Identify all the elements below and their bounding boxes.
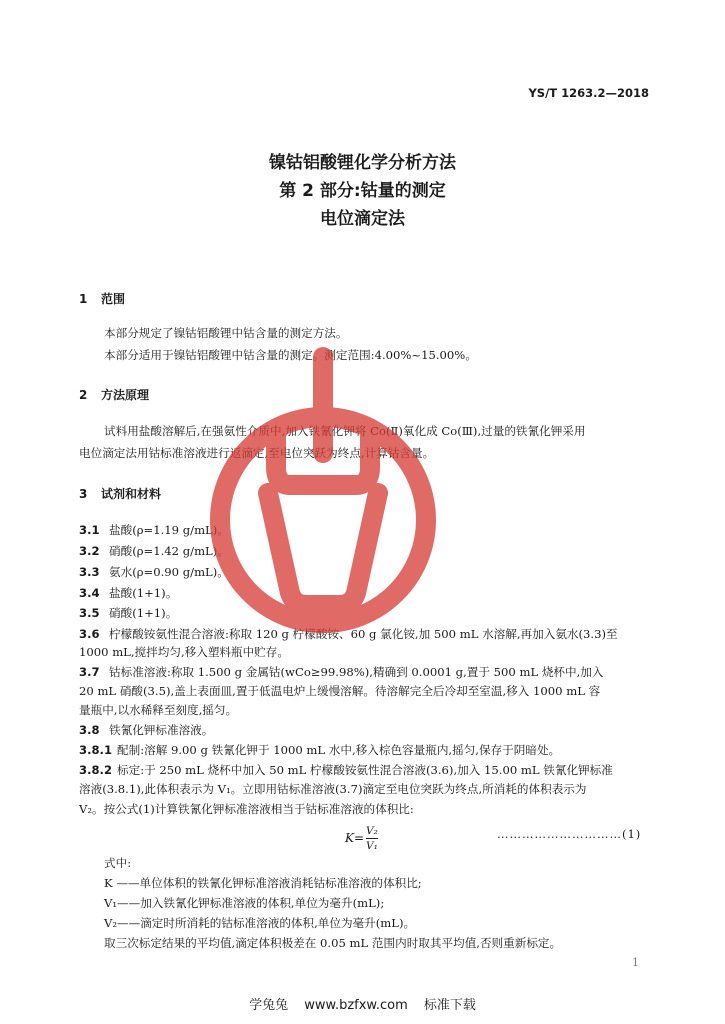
formula-1: K= $\frac{\text{V₂}}{\text{V₁}}$ bbox=[345, 825, 378, 852]
equation-number: …………………………(1) bbox=[497, 827, 642, 841]
reagent-item: 3.1 盐酸(ρ=1.19 g/mL)。 bbox=[79, 523, 229, 537]
reagent-item: 3.8.1 配制:溶解 9.00 g 铁氰化钾于 1000 mL 水中,移入棕色容量瓶内,摇匀,保存于阴暗处。 bbox=[79, 743, 561, 757]
where-k: K ——单位体积的铁氰化钾标准溶液消耗钴标准溶液的体积比; bbox=[104, 876, 422, 890]
calibration-note: 取三次标定结果的平均值,滴定体积极差在 0.05 mL 范围内时取其平均值,否则重新标定。 bbox=[104, 936, 562, 950]
section-heading-principle: 2 方法原理 bbox=[79, 388, 150, 402]
watermark-logo-icon bbox=[208, 335, 438, 655]
reagent-item-continuation: 1000 mL,搅拌均匀,移入塑料瓶中贮存。 bbox=[79, 645, 289, 659]
footer bbox=[0, 994, 725, 1013]
where-v2: V₂——滴定时所消耗的钴标准溶液的体积,单位为毫升(mL)。 bbox=[104, 916, 416, 930]
section-heading-scope: 1 范围 bbox=[79, 292, 126, 306]
reagent-item: 3.4 盐酸(1+1)。 bbox=[79, 586, 178, 600]
reagent-item: 3.5 硝酸(1+1)。 bbox=[79, 606, 178, 620]
reagent-item: 3.3 氨水(ρ=0.90 g/mL)。 bbox=[79, 565, 229, 579]
doc-title-line3: 电位滴定法 bbox=[320, 209, 405, 229]
footer-site-name: 学兔兔 bbox=[249, 998, 289, 1013]
where-v1: V₁——加入铁氰化钾标准溶液的体积,单位为毫升(mL); bbox=[104, 896, 385, 910]
reagent-item: 3.7 钴标准溶液:称取 1.500 g 金属钴(wCo≥99.98%),精确到 0.0001 g,置于 500 mL 烧杯中,加入 bbox=[79, 665, 604, 679]
scope-paragraph-2: 本部分适用于镍钴铝酸锂中钴含量的测定。测定范围:4.00%~15.00%。 bbox=[104, 348, 477, 362]
where-intro: 式中: bbox=[104, 856, 132, 870]
doc-title-line2: 第 2 部分:钴量的测定 bbox=[279, 181, 446, 201]
reagent-item: 3.6 柠檬酸铵氨性混合溶液:称取 120 g 柠檬酸铵、60 g 氯化铵,加 500 mL 水溶解,再加入氨水(3.3)至 bbox=[79, 627, 618, 641]
reagent-item-continuation: 量瓶中,以水稀释至刻度,摇匀。 bbox=[79, 703, 238, 717]
footer-url[interactable]: www.bzfxw.com bbox=[304, 998, 408, 1013]
doc-title-line1: 镍钴铝酸锂化学分析方法 bbox=[269, 153, 456, 173]
scope-paragraph-1: 本部分规定了镍钴铝酸锂中钴含量的测定方法。 bbox=[104, 326, 348, 340]
reagent-item: 3.8.2 标定:于 250 mL 烧杯中加入 50 mL 柠檬酸铵氨性混合溶液(3.6),加入 15.00 mL 铁氰化钾标准 bbox=[79, 763, 613, 777]
reagent-item: 3.2 硝酸(ρ=1.42 g/mL)。 bbox=[79, 544, 229, 558]
reagent-item-continuation: V₂。按公式(1)计算铁氰化钾标准溶液相当于钴标准溶液的体积比: bbox=[79, 802, 414, 816]
standard-number: YS/T 1263.2—2018 bbox=[528, 86, 649, 100]
reagent-item: 3.8 铁氰化钾标准溶液。 bbox=[79, 723, 214, 737]
principle-line-1: 试料用盐酸溶解后,在强氨性介质中,加入铁氰化钾将 Co(Ⅱ)氧化成 Co(Ⅲ),过量的铁氰化钾采用 bbox=[104, 424, 586, 438]
reagent-item-continuation: 20 mL 硝酸(3.5),盖上表面皿,置于低温电炉上缓慢溶解。待溶解完全后冷却至室温,移入 1000 mL 容 bbox=[79, 684, 601, 698]
section-heading-reagents: 3 试剂和材料 bbox=[79, 487, 162, 501]
reagent-item-continuation: 溶液(3.8.1),此体积表示为 V₁。立即用钴标准溶液(3.7)滴定至电位突跃为终点,所消耗的体积表示为 bbox=[79, 782, 587, 796]
page-number: 1 bbox=[632, 956, 639, 969]
footer-tag: 标准下载 bbox=[423, 998, 476, 1013]
principle-line-2: 电位滴定法用钴标准溶液进行返滴定,至电位突跃为终点,计算钴含量。 bbox=[79, 446, 435, 460]
